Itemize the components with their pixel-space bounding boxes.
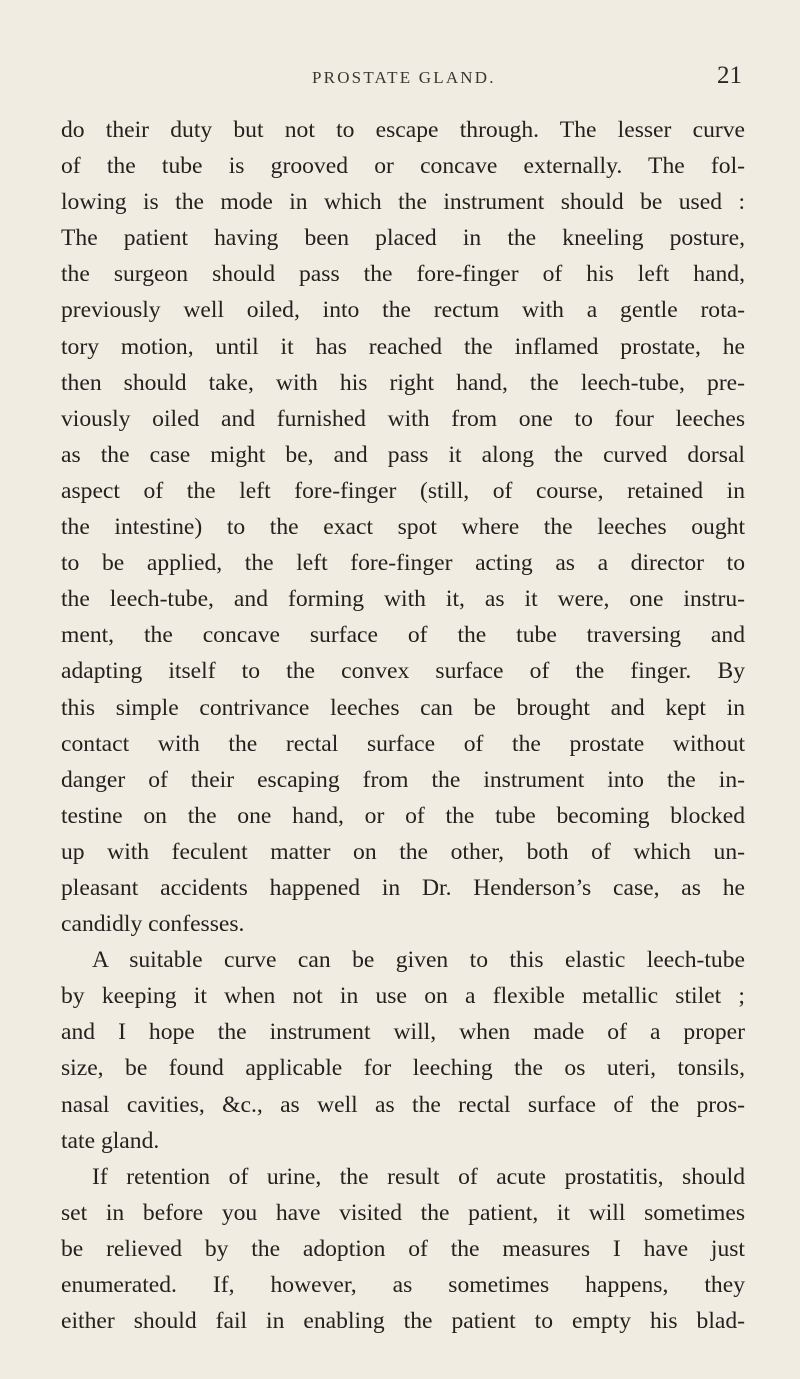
text-line: testine on the one hand, or of the tube becoming blocked (61, 802, 745, 829)
text-line: tory motion, until it has reached the inflamed prostate, he (61, 333, 745, 360)
text-line: ment, the concave surface of the tube traversing and (61, 622, 745, 649)
text-line: The patient having been placed in the kneeling posture, (61, 225, 745, 252)
text-line: size, be found applicable for leeching the os uteri, tonsils, (61, 1055, 745, 1082)
text-line: by keeping it when not in use on a flexible metallic stilet ; (61, 983, 745, 1010)
text-line: then should take, with his right hand, the leech-tube, pre- (61, 369, 745, 396)
text-line: do their duty but not to escape through. The lesser curve (61, 117, 745, 143)
paragraph-start-line: If retention of urine, the result of acute prostatitis, should (92, 1163, 745, 1190)
text-line: the intestine) to the exact spot where the leeches ought (61, 514, 745, 541)
paragraph-end-line: candidly confesses. (61, 911, 245, 938)
text-line: the leech-tube, and forming with it, as it were, one instru- (61, 586, 745, 613)
paragraph-end-line: tate gland. (61, 1127, 160, 1154)
page-number: 21 (717, 62, 742, 89)
text-line: set in before you have visited the patient, it will sometimes (61, 1199, 745, 1226)
running-head (0, 62, 800, 96)
text-line: nasal cavities, &c., as well as the rectal surface of the pros- (61, 1091, 745, 1118)
text-line: viously oiled and furnished with from one to four leeches (61, 405, 745, 432)
text-line: enumerated. If, however, as sometimes happens, they (61, 1272, 745, 1298)
text-line: lowing is the mode in which the instrument should be used : (61, 189, 745, 216)
text-line: to be applied, the left fore-finger acting as a director to (61, 550, 745, 577)
text-line: danger of their escaping from the instrument into the in- (61, 766, 745, 793)
text-line: be relieved by the adoption of the measures I have just (61, 1235, 745, 1262)
text-line: pleasant accidents happened in Dr. Henderson’s case, as he (61, 874, 745, 901)
text-line: aspect of the left fore-finger (still, of course, retained in (61, 477, 745, 504)
text-line: adapting itself to the convex surface of the finger. By (61, 658, 745, 685)
text-line: the surgeon should pass the fore-finger of his left hand, (61, 261, 745, 288)
text-line: previously well oiled, into the rectum with a gentle rota- (61, 297, 745, 324)
text-line: contact with the rectal surface of the prostate without (61, 730, 745, 757)
paragraph-start-line: A suitable curve can be given to this elastic leech-tube (92, 947, 745, 974)
text-line: as the case might be, and pass it along the curved dorsal (61, 441, 745, 468)
body-text (61, 112, 745, 1339)
text-line: of the tube is grooved or concave externally. The fol- (61, 153, 745, 180)
text-line: either should fail in enabling the patient to empty his blad- (61, 1308, 745, 1335)
text-line: this simple contrivance leeches can be brought and kept in (61, 694, 745, 721)
text-line: and I hope the instrument will, when made of a proper (61, 1019, 745, 1046)
running-title: PROSTATE GLAND. (312, 68, 496, 87)
text-line: up with feculent matter on the other, both of which un- (61, 838, 745, 865)
